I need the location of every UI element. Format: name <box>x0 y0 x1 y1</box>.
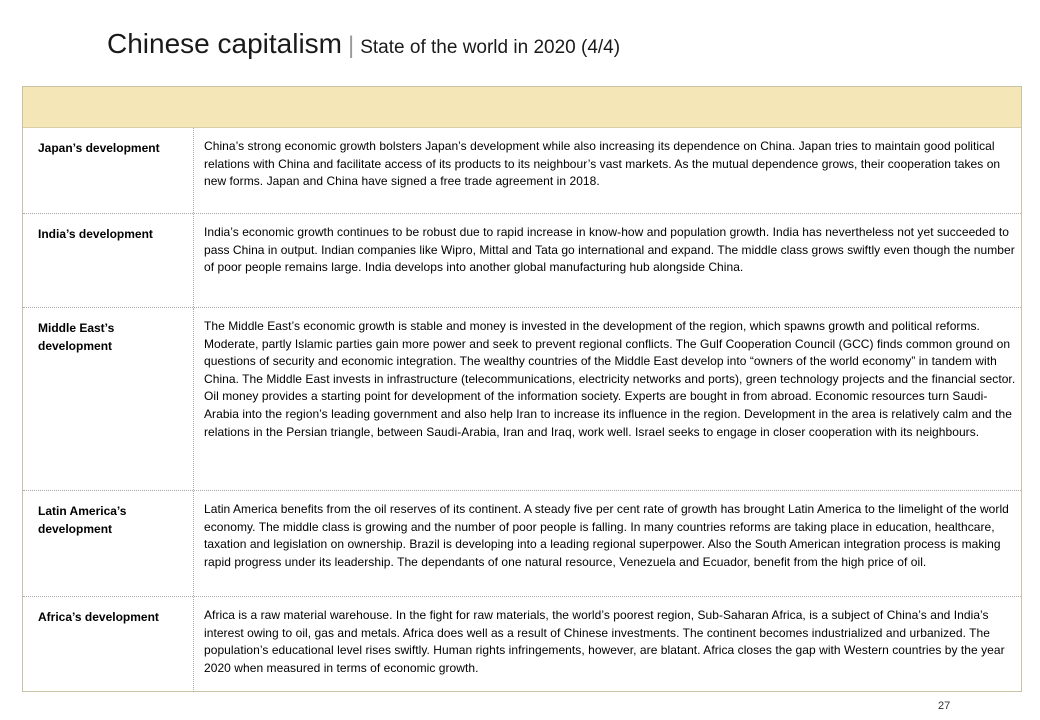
row-label: Japan’s development <box>38 141 160 155</box>
table-row-middle-east <box>23 308 1021 491</box>
title-subtitle: State of the world in 2020 (4/4) <box>360 37 621 58</box>
row-text: Latin America benefits from the oil reserves of its continent. A steady five per cent rate of growth has brought Latin America to the limelight of the world economy. The middle class is growing and the number of poor people is falling. In many countries reforms are taking place in education, healthcare, taxation and legislation on ownership. Brazil is developing into a leading regional superpower. Also the South American integration process is making rapid progress under its leadership. The dependants of one natural resource, Venezuela and Ecuador, benefit from the high price of oil. <box>204 502 1009 569</box>
table-row-japan <box>23 128 1021 214</box>
row-label: Latin America’s development <box>38 504 127 536</box>
title-main: Chinese capitalism <box>107 28 342 59</box>
table-header-band <box>23 87 1021 128</box>
row-text: China’s strong economic growth bolsters Japan’s development while also increasing its dependence on China. Japan tries to maintain good political relations with China and facilitate access of its products to its neighbour’s vast markets. As the mutual dependence grows, their cooperation takes on new forms. Japan and China have signed a free trade agreement in 2018. <box>204 139 1001 189</box>
content-table <box>22 86 1022 692</box>
column-divider <box>193 308 194 490</box>
table-row-india <box>23 214 1021 308</box>
column-divider <box>193 128 194 213</box>
row-label: Middle East’s development <box>38 321 115 353</box>
column-divider <box>193 214 194 307</box>
row-label: Africa’s development <box>38 610 159 624</box>
row-text: Africa is a raw material warehouse. In the fight for raw materials, the world’s poorest region, Sub-Saharan Africa, is a subject of China’s and India’s interest owing to oil, gas and metals. Africa does well as a result of Chinese investments. The continent becomes industrialized and urbanized. The population’s educational level rises swiftly. Human rights infringements, however, are blatant. Africa closes the gap with Western countries by the year 2020 when measured in terms of economic growth. <box>204 608 1005 675</box>
row-label: India’s development <box>38 227 153 241</box>
page-number: 27 <box>938 700 951 712</box>
table-row-africa <box>23 597 1021 692</box>
slide-title <box>107 28 620 60</box>
row-text: The Middle East’s economic growth is stable and money is invested in the development of the region, which spawns growth and political reforms. Moderate, partly Islamic parties gain more power and seek to prevent regional conflicts. The Gulf Cooperation Council (GCC) finds common ground on questions of security and economic integration. The wealthy countries of the Middle East develop into “owners of the world economy” in tandem with China. The Middle East invests in infrastructure (telecommunications, electricity networks and ports), green technology projects and the financial sector. Oil money provides a starting point for development of the information society. Experts are bought in from abroad. Economic resources turn Saudi-Arabia into the region’s leading government and also help Iran to increase its influence in the region. Development in the area is relatively calm and the relations in the Persian triangle, between Saudi-Arabia, Iran and Iraq, work well. Israel seeks to engage in closer cooperation with its neighbours. <box>204 319 1016 439</box>
title-separator: | <box>348 32 355 59</box>
table-row-latin-america <box>23 491 1021 597</box>
column-divider <box>193 597 194 692</box>
column-divider <box>193 491 194 596</box>
row-text: India’s economic growth continues to be robust due to rapid increase in know-how and population growth. India has nevertheless not yet succeeded to pass China in output. Indian companies like Wipro, Mittal and Tata go international and expand. The middle class grows swiftly even though the number of poor people remains large. India develops into another global manufacturing hub alongside China. <box>204 225 1015 275</box>
